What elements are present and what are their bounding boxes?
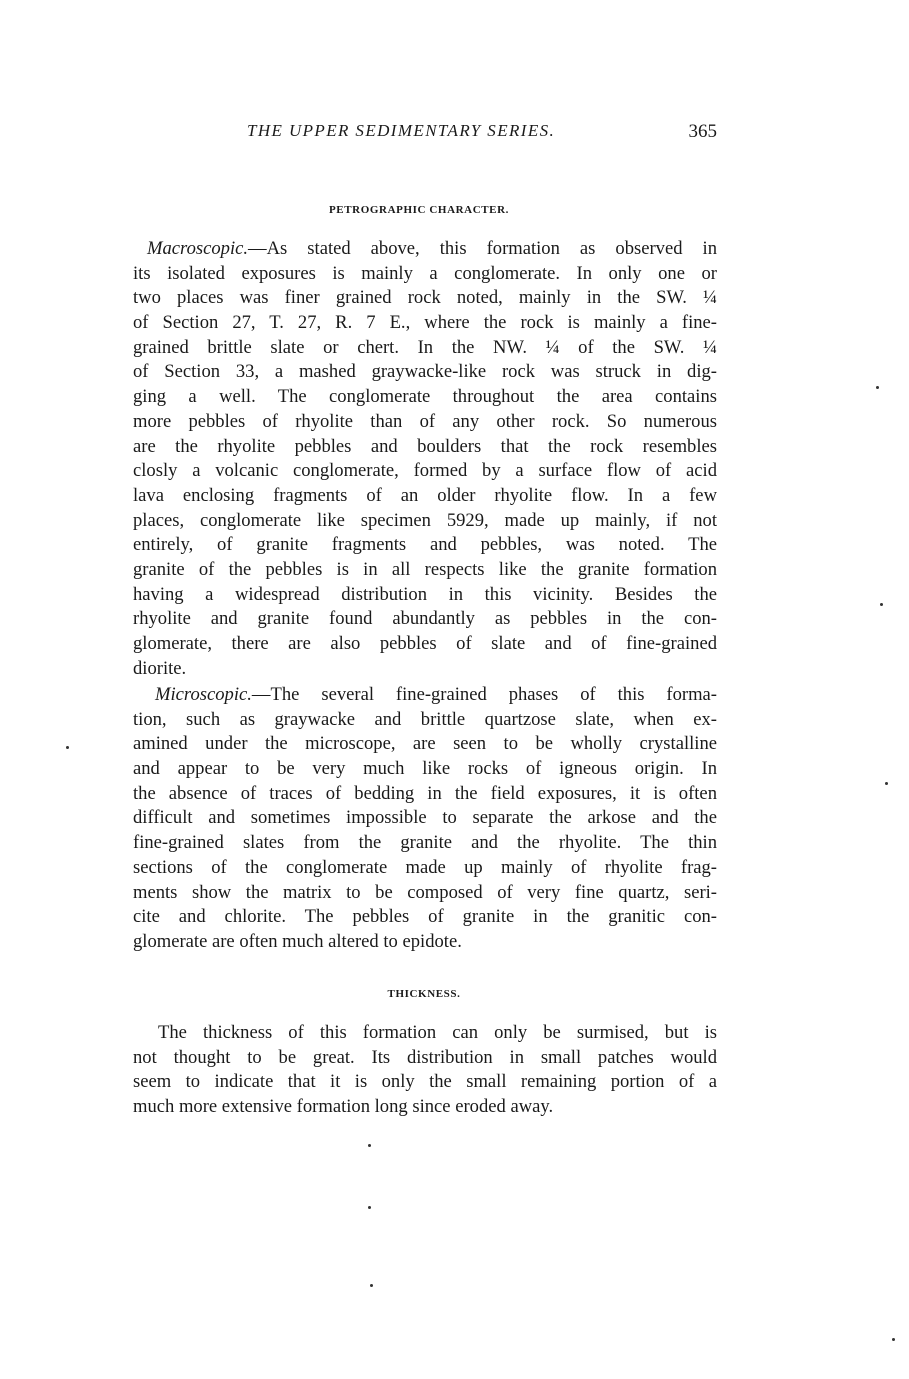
scan-speck [892, 1338, 895, 1341]
paragraph-line: granite of the pebbles is in all respects like the granite formation [133, 558, 717, 580]
paragraph-line: are the rhyolite pebbles and boulders that the rock resembles [133, 435, 717, 457]
paragraph-line: glomerate, there are also pebbles of slate and of fine-grained [133, 633, 717, 654]
macroscopic-lead: Macroscopic. [147, 238, 249, 259]
scan-speck [66, 746, 69, 749]
scan-speck [880, 603, 883, 606]
scan-speck [370, 1284, 373, 1287]
paragraph-line: and appear to be very much like rocks of igneous origin. In [133, 758, 717, 780]
paragraph-line: entirely, of granite fragments and pebbles, was noted. The [133, 534, 717, 556]
paragraph-line: much more extensive formation long since eroded away. [133, 1096, 554, 1118]
paragraph-line: glomerate are often much altered to epidote. [133, 930, 462, 952]
thickness-paragraph [133, 1021, 717, 1120]
scan-speck [368, 1206, 371, 1209]
paragraph-line: ging a well. The conglomerate throughout the area contains [133, 386, 717, 408]
paragraph-line: of Section 27, T. 27, R. 7 E., where the rock is mainly a fine- [133, 312, 717, 334]
page-number: 365 [688, 121, 717, 142]
paragraph-line: difficult and sometimes impossible to separate the arkose and the [133, 807, 717, 829]
microscopic-paragraph [133, 683, 717, 955]
paragraph-line: lava enclosing fragments of an older rhyolite flow. In a few [133, 484, 717, 506]
section-heading-petrographic: PETROGRAPHIC CHARACTER. [328, 204, 510, 216]
paragraph-line: fine-grained slates from the granite and the rhyolite. The thin [133, 832, 717, 854]
macroscopic-paragraph [133, 237, 717, 681]
paragraph-line [133, 237, 717, 262]
paragraph-line: cite and chlorite. The pebbles of granite in the granitic con- [133, 906, 717, 928]
section-heading-thickness: THICKNESS. [387, 988, 461, 1000]
paragraph-line: its isolated exposures is mainly a conglomerate. In only one or [133, 262, 717, 284]
paragraph-line: more pebbles of rhyolite than of any other rock. So numerous [133, 410, 717, 432]
scan-speck [368, 1144, 371, 1147]
paragraph-line: closly a volcanic conglomerate, formed by a surface flow of acid [133, 460, 717, 482]
running-head [135, 121, 717, 145]
paragraph-line: amined under the microscope, are seen to be wholly crystalline [133, 733, 717, 755]
paragraph-line [133, 683, 717, 708]
paragraph-line: rhyolite and granite found abundantly as pebbles in the con- [133, 608, 717, 630]
line-text: —The several fine-grained phases of this forma- [251, 684, 717, 705]
paragraph-line: tion, such as graywacke and brittle quartzose slate, when ex- [133, 708, 717, 730]
paragraph-line: two places was finer grained rock noted, mainly in the SW. ¼ [133, 287, 717, 309]
paragraph-line: diorite. [133, 657, 187, 679]
paragraph-line: not thought to be great. Its distribution in small patches would [133, 1046, 717, 1068]
paragraph-line: sections of the conglomerate made up mainly of rhyolite frag- [133, 856, 717, 878]
paragraph-line: places, conglomerate like specimen 5929, made up mainly, if not [133, 509, 717, 531]
paragraph-line: grained brittle slate or chert. In the NW. ¼ of the SW. ¼ [133, 336, 717, 358]
line-text: —As stated above, this formation as observed in [248, 238, 717, 259]
paragraph-line: The thickness of this formation can only be surmised, but is [158, 1022, 717, 1043]
paragraph-line: having a widespread distribution in this vicinity. Besides the [133, 583, 717, 605]
scan-speck [885, 782, 888, 785]
paragraph-line: seem to indicate that it is only the small remaining portion of a [133, 1071, 717, 1093]
paragraph-line: ments show the matrix to be composed of very fine quartz, seri- [133, 881, 717, 903]
paragraph-line: of Section 33, a mashed graywacke-like rock was struck in dig- [133, 361, 717, 383]
paragraph-line: the absence of traces of bedding in the field exposures, it is often [133, 782, 717, 804]
running-title: THE UPPER SEDIMENTARY SERIES. [247, 121, 556, 140]
scan-speck [876, 386, 879, 389]
microscopic-lead: Microscopic. [155, 684, 252, 705]
